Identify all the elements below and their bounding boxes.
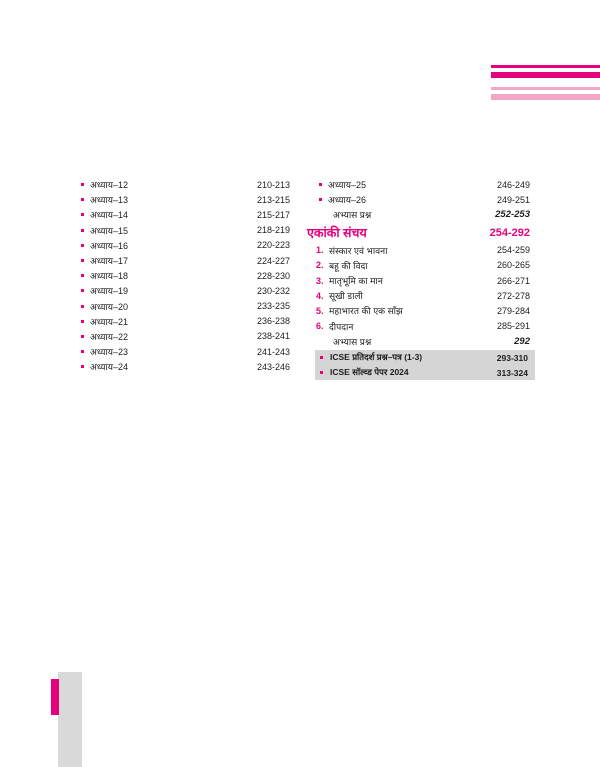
play-pages: 279-284 — [496, 305, 530, 316]
chapter-label: अध्याय–13 — [90, 195, 129, 206]
practice-questions-row — [307, 207, 530, 222]
toc-row — [307, 177, 530, 192]
play-pages: 285-291 — [496, 321, 530, 332]
play-row — [307, 273, 530, 288]
stripe-dark-thick — [491, 72, 600, 78]
play-number: 1. — [316, 245, 324, 256]
toc-row — [81, 299, 290, 314]
corner-stripes-decor — [491, 65, 600, 100]
chapter-pages: 220-223 — [256, 240, 290, 251]
bullet-icon — [81, 259, 84, 262]
bullet-icon — [81, 335, 84, 338]
chapter-label: अध्याय–17 — [90, 256, 129, 267]
chapter-label: अध्याय–26 — [328, 195, 367, 206]
chapter-label: अध्याय–23 — [90, 347, 129, 358]
stripe-dark-thin — [491, 65, 600, 68]
section-pages: 254-292 — [489, 226, 530, 239]
chapter-pages: 218-219 — [256, 225, 290, 236]
toc-row — [81, 329, 290, 344]
chapter-pages: 213-215 — [256, 194, 290, 205]
chapter-pages: 236-238 — [256, 316, 290, 327]
bullet-icon — [81, 229, 84, 232]
toc-row — [81, 177, 290, 192]
chapter-pages: 215-217 — [256, 209, 290, 220]
chapter-pages: 230-232 — [256, 285, 290, 296]
toc-row — [81, 359, 290, 374]
play-row — [307, 303, 530, 318]
bullet-icon — [81, 365, 84, 368]
bullet-icon — [81, 289, 84, 292]
play-row — [307, 319, 530, 334]
play-pages: 266-271 — [496, 275, 530, 286]
chapter-pages: 233-235 — [256, 301, 290, 312]
icse-pages: 313-324 — [496, 367, 528, 378]
stripe-light-thin — [491, 87, 600, 90]
chapter-pages: 246-249 — [496, 179, 530, 190]
toc-row — [81, 344, 290, 359]
chapter-label: अध्याय–18 — [90, 271, 129, 282]
chapter-pages: 241-243 — [256, 346, 290, 357]
toc-row — [307, 192, 530, 207]
play-pages: 272-278 — [496, 290, 530, 301]
stripe-light-thick — [491, 94, 600, 100]
chapter-label: अध्याय–24 — [90, 362, 129, 373]
practice-label: अभ्यास प्रश्न — [333, 210, 372, 221]
chapter-label: अध्याय–12 — [90, 180, 129, 191]
chapter-label: अध्याय–16 — [90, 240, 129, 251]
page-edge-pink-bar — [51, 679, 59, 715]
toc-row — [81, 207, 290, 222]
icse-row — [315, 350, 535, 365]
practice-label: अभ्यास प्रश्न — [333, 336, 372, 347]
play-title: महाभारत की एक साँझ — [329, 306, 403, 317]
practice-pages: 292 — [514, 335, 530, 347]
play-title: बहू की विदा — [329, 260, 368, 271]
practice-pages: 252-253 — [495, 209, 530, 221]
play-row — [307, 288, 530, 303]
chapter-label: अध्याय–19 — [90, 286, 129, 297]
play-pages: 254-259 — [496, 245, 530, 256]
play-number: 4. — [316, 290, 324, 301]
toc-row — [81, 314, 290, 329]
chapter-label: अध्याय–22 — [90, 331, 129, 342]
play-number: 2. — [316, 260, 324, 271]
icse-pages: 293-310 — [496, 352, 528, 363]
icse-highlight-box — [315, 350, 535, 380]
icse-row — [315, 365, 535, 380]
bullet-icon — [81, 183, 84, 186]
chapter-label: अध्याय–15 — [90, 225, 129, 236]
chapter-pages: 224-227 — [256, 255, 290, 266]
play-title: सूखी डाली — [329, 291, 363, 302]
chapter-pages: 210-213 — [256, 179, 290, 190]
toc-row — [81, 223, 290, 238]
toc-row — [81, 283, 290, 298]
section-title: एकांकी संचय — [307, 226, 367, 241]
toc-row — [81, 268, 290, 283]
play-number: 3. — [316, 275, 324, 286]
toc-right-column — [307, 177, 530, 349]
bullet-icon — [81, 350, 84, 353]
chapter-pages: 238-241 — [256, 331, 290, 342]
bullet-icon — [319, 183, 322, 186]
section-header — [307, 223, 530, 243]
chapter-pages: 228-230 — [256, 270, 290, 281]
play-pages: 260-265 — [496, 260, 530, 271]
play-title: मातृभूमि का मान — [329, 276, 383, 287]
chapter-label: अध्याय–21 — [90, 316, 129, 327]
chapter-label: अध्याय–25 — [328, 180, 367, 191]
bullet-icon — [81, 198, 84, 201]
play-row — [307, 243, 530, 258]
practice-questions-row — [307, 334, 530, 349]
chapter-pages: 243-246 — [256, 361, 290, 372]
page-edge-gray-bar — [58, 672, 82, 767]
chapter-pages: 249-251 — [496, 194, 530, 205]
bullet-icon — [320, 356, 323, 359]
toc-row — [81, 238, 290, 253]
chapter-label: अध्याय–20 — [90, 301, 129, 312]
bullet-icon — [320, 371, 323, 374]
bullet-icon — [81, 305, 84, 308]
play-number: 5. — [316, 305, 324, 316]
play-title: दीपदान — [329, 321, 354, 332]
bullet-icon — [81, 320, 84, 323]
icse-label: ICSE प्रतिदर्श प्रश्न–पत्र (1-3) — [330, 352, 423, 362]
play-number: 6. — [316, 321, 324, 332]
toc-left-column — [81, 177, 290, 374]
bullet-icon — [81, 274, 84, 277]
bullet-icon — [81, 213, 84, 216]
bullet-icon — [319, 198, 322, 201]
play-title: संस्कार एवं भावना — [329, 245, 388, 256]
toc-row — [81, 192, 290, 207]
icse-label: ICSE सॉल्व्ड पेपर 2024 — [330, 367, 409, 377]
bullet-icon — [81, 244, 84, 247]
play-row — [307, 258, 530, 273]
toc-row — [81, 253, 290, 268]
chapter-label: अध्याय–14 — [90, 210, 129, 221]
